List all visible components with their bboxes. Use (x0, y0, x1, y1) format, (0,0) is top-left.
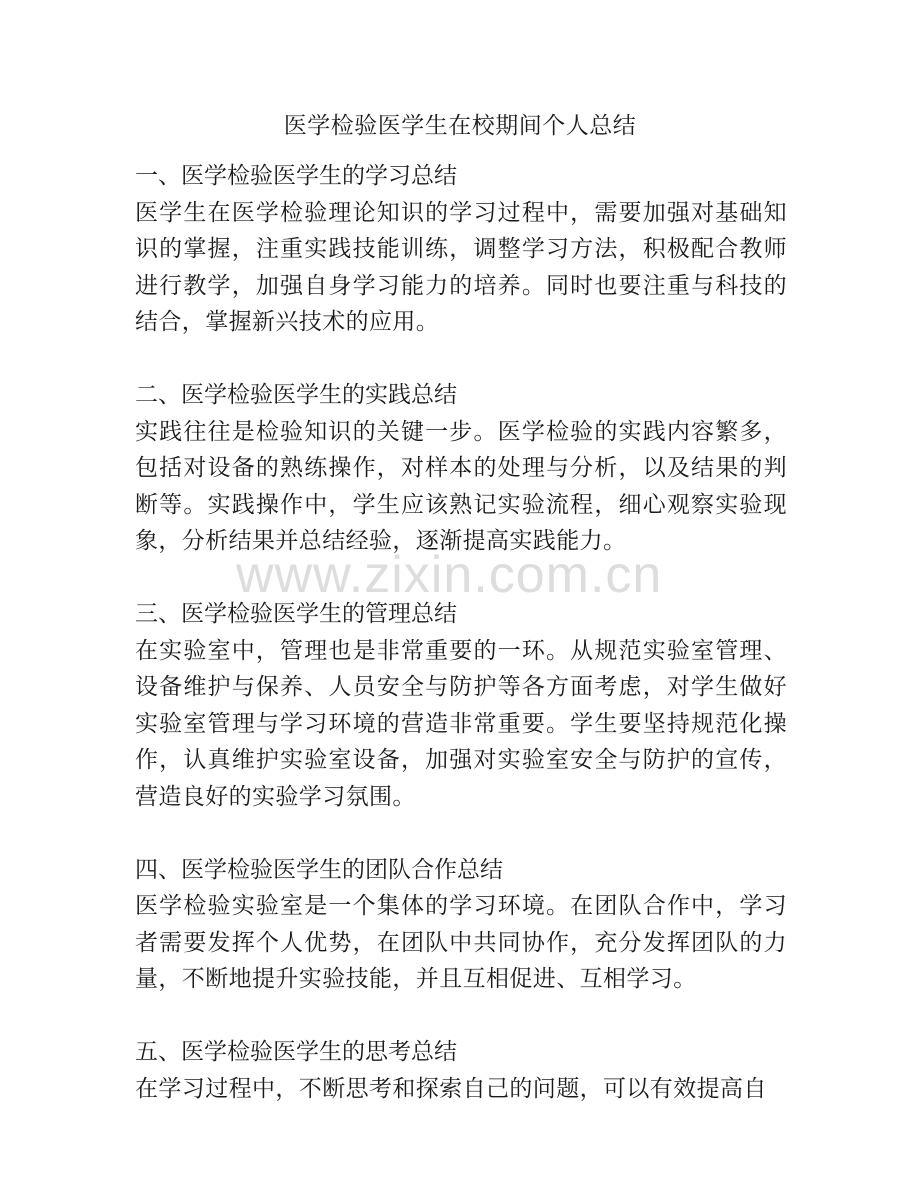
section-paragraph: 医学检验实验室是一个集体的学习环境。在团队合作中，学习者需要发挥个人优势，在团队中共同协作，充分发挥团队的力量，不断地提升实验技能，并且互相促进、互相学习。 (135, 893, 787, 992)
section-paragraph: 在学习过程中，不断思考和探索自己的问题，可以有效提高自 (135, 1075, 767, 1102)
document-title: 医学检验医学生在校期间个人总结 (283, 113, 637, 139)
section-management (135, 596, 787, 815)
section-reflection (135, 1034, 787, 1107)
watermark-text: www.zixin.com.cn (236, 546, 663, 604)
section-heading: 五、医学检验医学生的思考总结 (135, 1039, 457, 1065)
section-paragraph: 实践往往是检验知识的关键一步。医学检验的实践内容繁多，包括对设备的熟练操作，对样本的处理与分析，以及结果的判断等。实践操作中，学生应该熟记实验流程，细心观察实验现象，分析结果并总结经验，逐渐提高实践能力。 (135, 418, 787, 554)
section-study (135, 158, 787, 341)
section-teamwork (135, 852, 787, 998)
section-heading: 四、医学检验医学生的团队合作总结 (135, 856, 503, 883)
section-heading: 三、医学检验医学生的管理总结 (135, 601, 457, 627)
section-heading: 一、医学检验医学生的学习总结 (135, 163, 457, 189)
section-paragraph: 在实验室中，管理也是非常重要的一环。从规范实验室管理、设备维护与保养、人员安全与防护等各方面考虑，对学生做好实验室管理与学习环境的营造非常重要。学生要坚持规范化操作，认真维护实验室设备，加强对实验室安全与防护的宣传，营造良好的实验学习氛围。 (135, 637, 787, 810)
section-practice (135, 377, 787, 560)
document-body (135, 158, 787, 1144)
section-paragraph: 医学生在医学检验理论知识的学习过程中，需要加强对基础知识的掌握，注重实践技能训练，调整学习方法，积极配合教师进行教学，加强自身学习能力的培养。同时也要注重与科技的结合，掌握新兴技术的应用。 (135, 199, 787, 335)
section-heading: 二、医学检验医学生的实践总结 (135, 382, 457, 408)
